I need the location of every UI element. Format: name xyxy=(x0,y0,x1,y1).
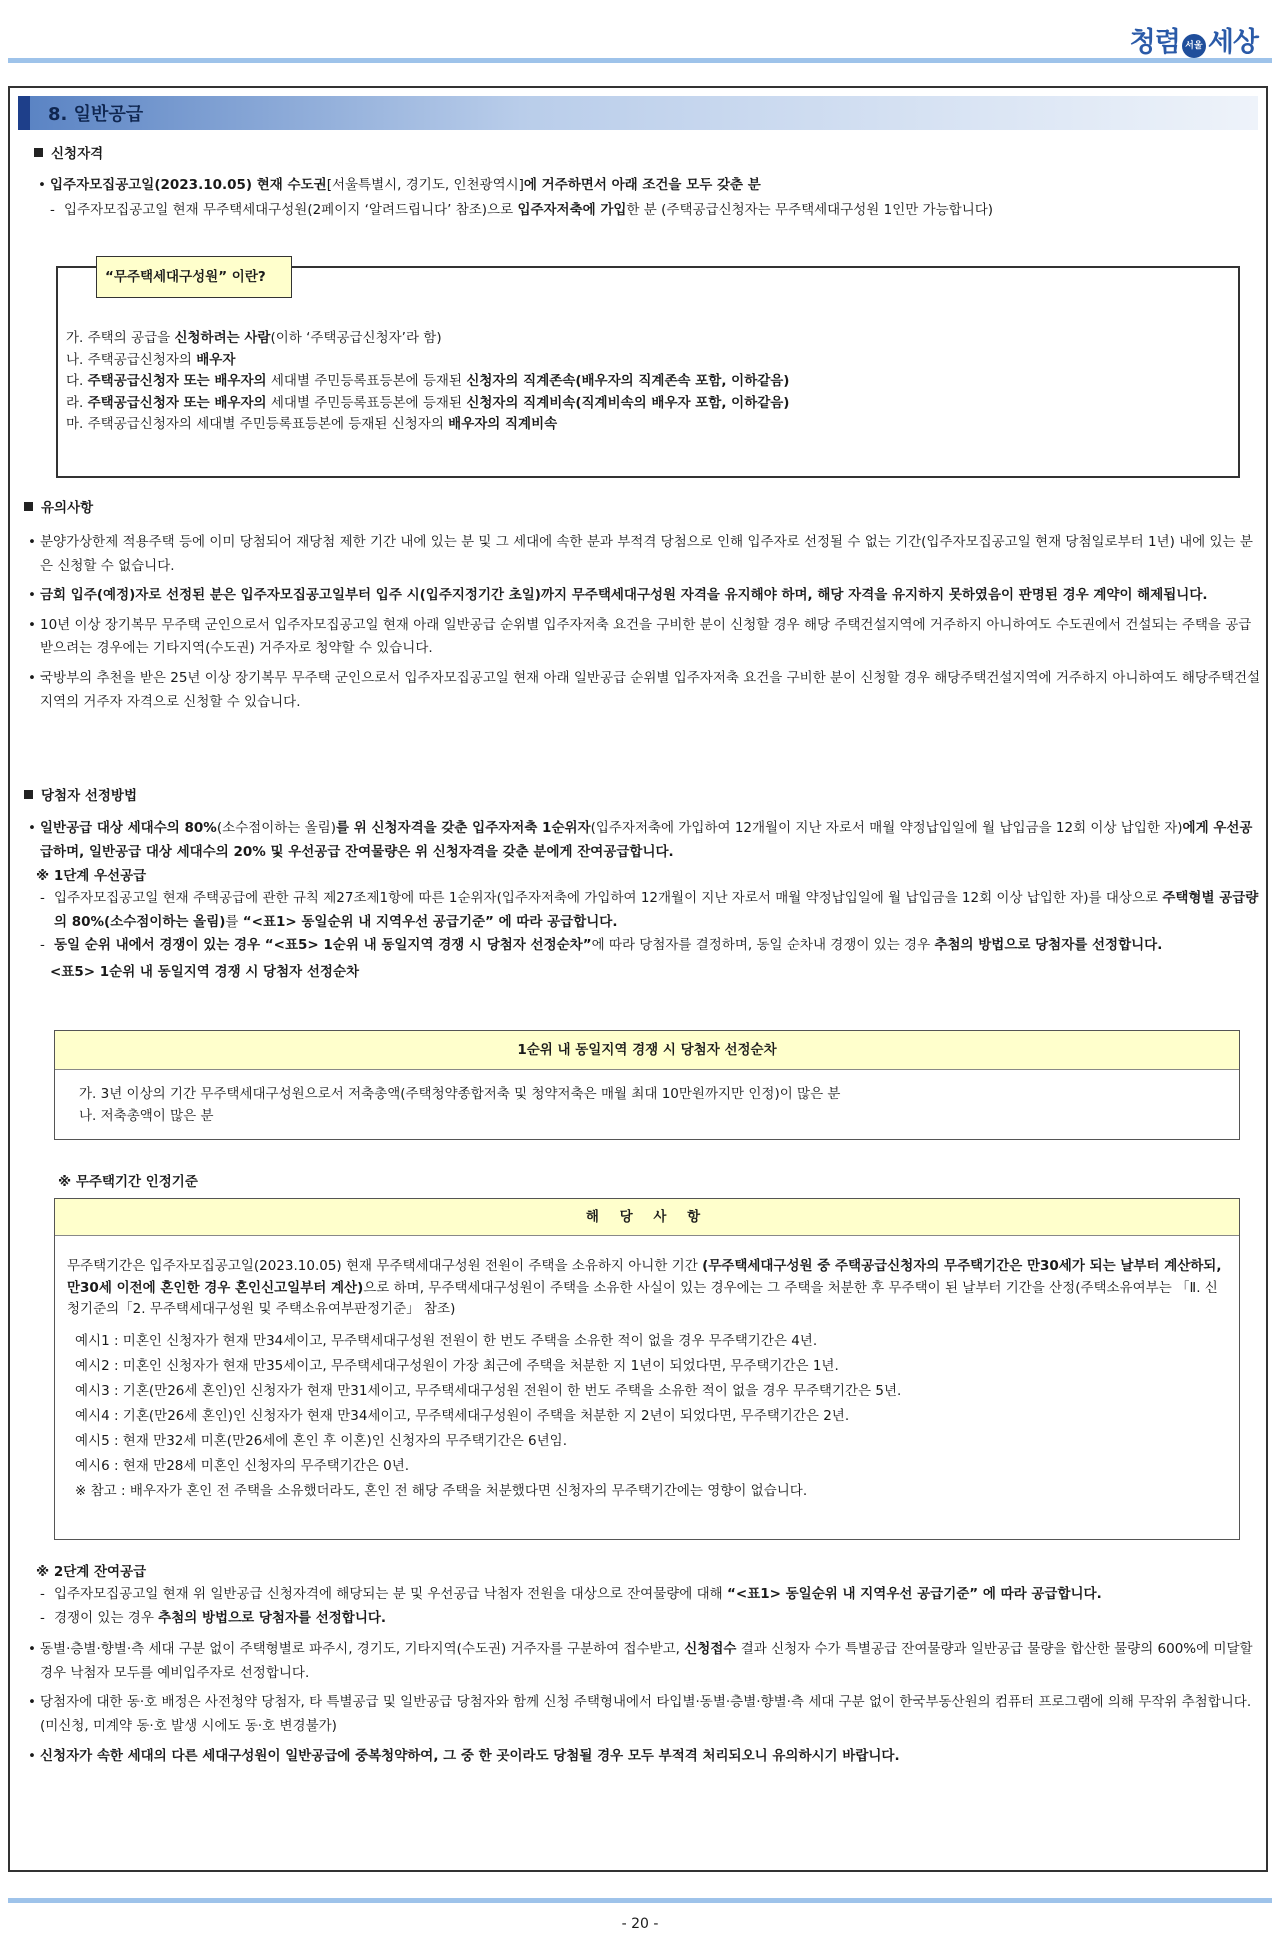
example-item: 예시6 : 현재 만28세 미혼인 신청자의 무주택기간은 0년. xyxy=(75,1457,410,1474)
top-band xyxy=(8,58,1272,63)
list-item: 다. 주택공급신청자 또는 배우자의 세대별 주민등록표등본에 등재된 신청자의 직계존속(배우자의 직계존속 포함, 이하같음) xyxy=(66,373,790,390)
example-item: 예시5 : 현재 만32세 미혼(만26세에 혼인 후 이혼)인 신청자의 무주택기간은 6년임. xyxy=(75,1432,568,1449)
caution-section: 유의사항 • 분양가상한제 적용주택 등에 이미 당첨되어 재당첨 제한 기간 내에 있는 분 및 그 세대에 속한 분과 부적격 당첨으로 인해 입주자로 선정될 수 없는 기간(입주자모집공고일 현재 당첨일로부터 1년) 내에 있는 분은 신청할 수 없습니다. • 금회 입주(예정)자로 선정된 분은 입주자모집공고일부터 입주 시(입주지정기간 초일)까지 무주택세대구성원 자격을 유지해야 하며, 해당 자격을 유지하지 못하였음이 판명된 경우 계약이 해제됩니다. • 10년 이상 장기복무 무주택 군인으로서 입주자모집공고일 현재 아래 일반공급 순위별 입주자저축 요건을 구비한 분이 신청할 경우 해당 주택건설지역에 거주하지 아니하여도 수도권에서 건설되는 주택을 공급받으려는 경우에는 기타지역(수도권) 거주자로 청약할 수 있습니다. • 국방부의 추천을 받은 25년 이상 장기복무 무주택 군인으로서 입주자모집공고일 현재 아래 일반공급 순위별 입주자저축 요건을 구비한 분이 신청할 경우 해당주택건설지역에 거주하지 아니하여도 해당주택건설지역의 거주자 자격으로 신청할 수 있습니다. xyxy=(16,498,1264,714)
definition-list xyxy=(66,328,789,436)
table5-caption: <표5> 1순위 내 동일지역 경쟁 시 당첨자 선정순차 xyxy=(50,963,360,980)
selection-section: 당첨자 선정방법 • 일반공급 대상 세대수의 80%(소수점이하는 올림)를 위 신청자격을 갖춘 입주자저축 1순위자(입주자저축에 가입하여 12개월이 지난 자로서 매월 약정납입일에 월 납입금을 12회 이상 납입한 자)에게 우선공급하며, 일반공급 대상 세대수의 20% 및 우선공급 잔여물량은 위 신청자격을 갖춘 분에게 잔여공급합니다. ※ 1단계 우선공급 - 입주자모집공고일 현재 주택공급에 관한 규칙 제27조제1항에 따른 1순위자(입주자저축에 가입하여 12개월이 지난 자로서 매월 약정납입일에 월 납입금을 12회 이상 납입한 자)를 대상으로 주택형별 공급량의 80%(소수점이하는 올림)를 “<표1> 동일순위 내 지역우선 공급기준” 에 따라 공급합니다. - 동일 순위 내에서 경쟁이 있는 경우 “<표5> 1순위 내 동일지역 경쟁 시 당첨자 선정순차”에 따라 당첨자를 결정하며, 동일 순차내 경쟁이 있는 경우 추첨의 방법으로 당첨자를 선정합니다. <표5> 1순위 내 동일지역 경쟁 시 당첨자 선정순차 xyxy=(16,786,1264,983)
table-row: 가. 3년 이상의 기간 무주택세대구성원으로서 저축총액(주택청약종합저축 및 청약저축은 매월 최대 10만원까지만 인정)이 많은 분 xyxy=(79,1086,841,1102)
list-item: 가. 주택의 공급을 신청하려는 사람(이하 ‘주택공급신청자’라 함) xyxy=(66,330,442,346)
example-item: ※ 참고 : 배우자가 혼인 전 주택을 소유했더라도, 혼인 전 해당 주택을 처분했다면 신청자의 무주택기간에는 영향이 없습니다. xyxy=(75,1482,808,1499)
table-row: 나. 저축총액이 많은 분 xyxy=(79,1107,214,1124)
example-item: 예시4 : 기혼(만26세 혼인)인 신청자가 현재 만34세이고, 무주택세대구성원이 주택을 처분한 지 2년이 되었다면, 무주택기간은 2년. xyxy=(75,1407,850,1424)
list-item: 나. 주택공급신청자의 배우자 xyxy=(66,351,236,368)
qualification-section: 신청자격 • 입주자모집공고일(2023.10.05) 현재 수도권[서울특별시, 경기도, 인천광역시]에 거주하면서 아래 조건을 모두 갖춘 분 - 입주자모집공고일 현재 무주택세대구성원(2페이지 ‘알려드립니다’ 참조)으로 입주자저축에 가입한 분 (주택공급신청자는 무주택세대구성원 1인만 가능합니다) xyxy=(26,144,1250,221)
square-bullet-icon xyxy=(34,148,43,157)
square-bullet-icon xyxy=(24,502,33,511)
table5-header: 1순위 내 동일지역 경쟁 시 당첨자 선정순차 xyxy=(55,1031,1239,1070)
stage2-section: ※ 2단계 잔여공급 - 입주자모집공고일 현재 위 일반공급 신청자격에 해당되는 분 및 우선공급 낙첨자 전원을 대상으로 잔여물량에 대해 “<표1> 동일순위 내 지역우선 공급기준” 에 따라 공급합니다. - 경쟁이 있는 경우 추첨의 방법으로 당첨자를 선정합니다. • 동별·층별·향별·측 세대 구분 없이 주택형별로 파주시, 경기도, 기타지역(수도권) 거주자를 구분하여 접수받고, 신청접수 결과 신청자 수가 특별공급 잔여물량과 일반공급 물량을 합산한 물량의 600%에 미달할 경우 낙첨자 모두를 예비입주자로 선정합니다. • 당첨자에 대한 동·호 배정은 사전청약 당첨자, 타 특별공급 및 일반공급 당첨자와 함께 신청 주택형내에서 타입별·동별·층별·향별·측 세대 구분 없이 한국부동산원의 컴퓨터 프로그램에 의해 무작위 추첨합니다.(미신청, 미계약 동·호 발생 시에도 동·호 변경불가) • 신청자가 속한 세대의 다른 세대구성원이 일반공급에 중복청약하여, 그 중 한 곳이라도 당첨될 경우 모두 부적격 처리되오니 유의하시기 바랍니다. xyxy=(16,1562,1264,1768)
section-title: 8. 일반공급 xyxy=(18,96,1258,130)
example-item: 예시3 : 기혼(만26세 혼인)인 신청자가 현재 만31세이고, 무주택세대구성원 전원이 한 번도 주택을 소유한 적이 없을 경우 무주택기간은 5년. xyxy=(75,1382,902,1399)
page-number: - 20 - xyxy=(621,1916,659,1932)
list-item: 마. 주택공급신청자의 세대별 주민등록표등본에 등재된 신청자의 배우자의 직계비속 xyxy=(66,416,558,433)
nohouse-header: 해 당 사 항 xyxy=(55,1199,1239,1236)
square-bullet-icon xyxy=(24,790,33,799)
definition-label: “무주택세대구성원” 이란? xyxy=(96,256,292,298)
logo: 청렴 서울 세상 xyxy=(1129,27,1258,58)
nohouse-box: 해 당 사 항 무주택기간은 입주자모집공고일(2023.10.05) 현재 무주택세대구성원 전원이 주택을 소유하지 아니한 기간 (무주택세대구성원 중 주택공급신청자의 무주택기간은 만30세가 되는 날부터 계산하되, 만30세 이전에 혼인한 경우 혼인신고일부터 계산)으로 하며, 무주택세대구성원이 주택을 소유한 사실이 있는 경우에는 그 주택을 처분한 후 무주택이 된 날부터 기간을 산정(주택소유여부는 「Ⅱ. 신청기준의「2. 무주택세대구성원 및 주택소유여부판정기준」 참조) 예시1 : 미혼인 신청자가 현재 만34세이고, 무주택세대구성원 전원이 한 번도 주택을 소유한 적이 없을 경우 무주택기간은 4년. 예시2 : 미혼인 신청자가 현재 만35세이고, 무주택세대구성원이 가장 최근에 주택을 처분한 지 1년이 되었다면, 무주택기간은 1년. 예시3 : 기혼(만26세 혼인)인 신청자가 현재 만31세이고, 무주택세대구성원 전원이 한 번도 주택을 소유한 적이 없을 경우 무주택기간은 5년. 예시4 : 기혼(만26세 혼인)인 신청자가 현재 만34세이고, 무주택세대구성원이 주택을 처분한 지 2년이 되었다면, 무주택기간은 2년. 예시5 : 현재 만32세 미혼(만26세에 혼인 후 이혼)인 신청자의 무주택기간은 6년임. 예시6 : 현재 만28세 미혼인 신청자의 무주택기간은 0년. ※ 참고 : 배우자가 혼인 전 주택을 소유했더라도, 혼인 전 해당 주택을 처분했다면 신청자의 무주택기간에는 영향이 없습니다. xyxy=(54,1198,1240,1540)
bottom-band xyxy=(8,1898,1272,1903)
example-item: 예시2 : 미혼인 신청자가 현재 만35세이고, 무주택세대구성원이 가장 최근에 주택을 처분한 지 1년이 되었다면, 무주택기간은 1년. xyxy=(75,1357,839,1374)
example-item: 예시1 : 미혼인 신청자가 현재 만34세이고, 무주택세대구성원 전원이 한 번도 주택을 소유한 적이 없을 경우 무주택기간은 4년. xyxy=(75,1332,818,1349)
table5 xyxy=(54,1030,1240,1140)
nohouse-title: ※ 무주택기간 인정기준 xyxy=(58,1174,198,1190)
logo-emblem: 서울 xyxy=(1182,34,1206,58)
list-item: 라. 주택공급신청자 또는 배우자의 세대별 주민등록표등본에 등재된 신청자의 직계비속(직계비속의 배우자 포함, 이하같음) xyxy=(66,394,790,411)
